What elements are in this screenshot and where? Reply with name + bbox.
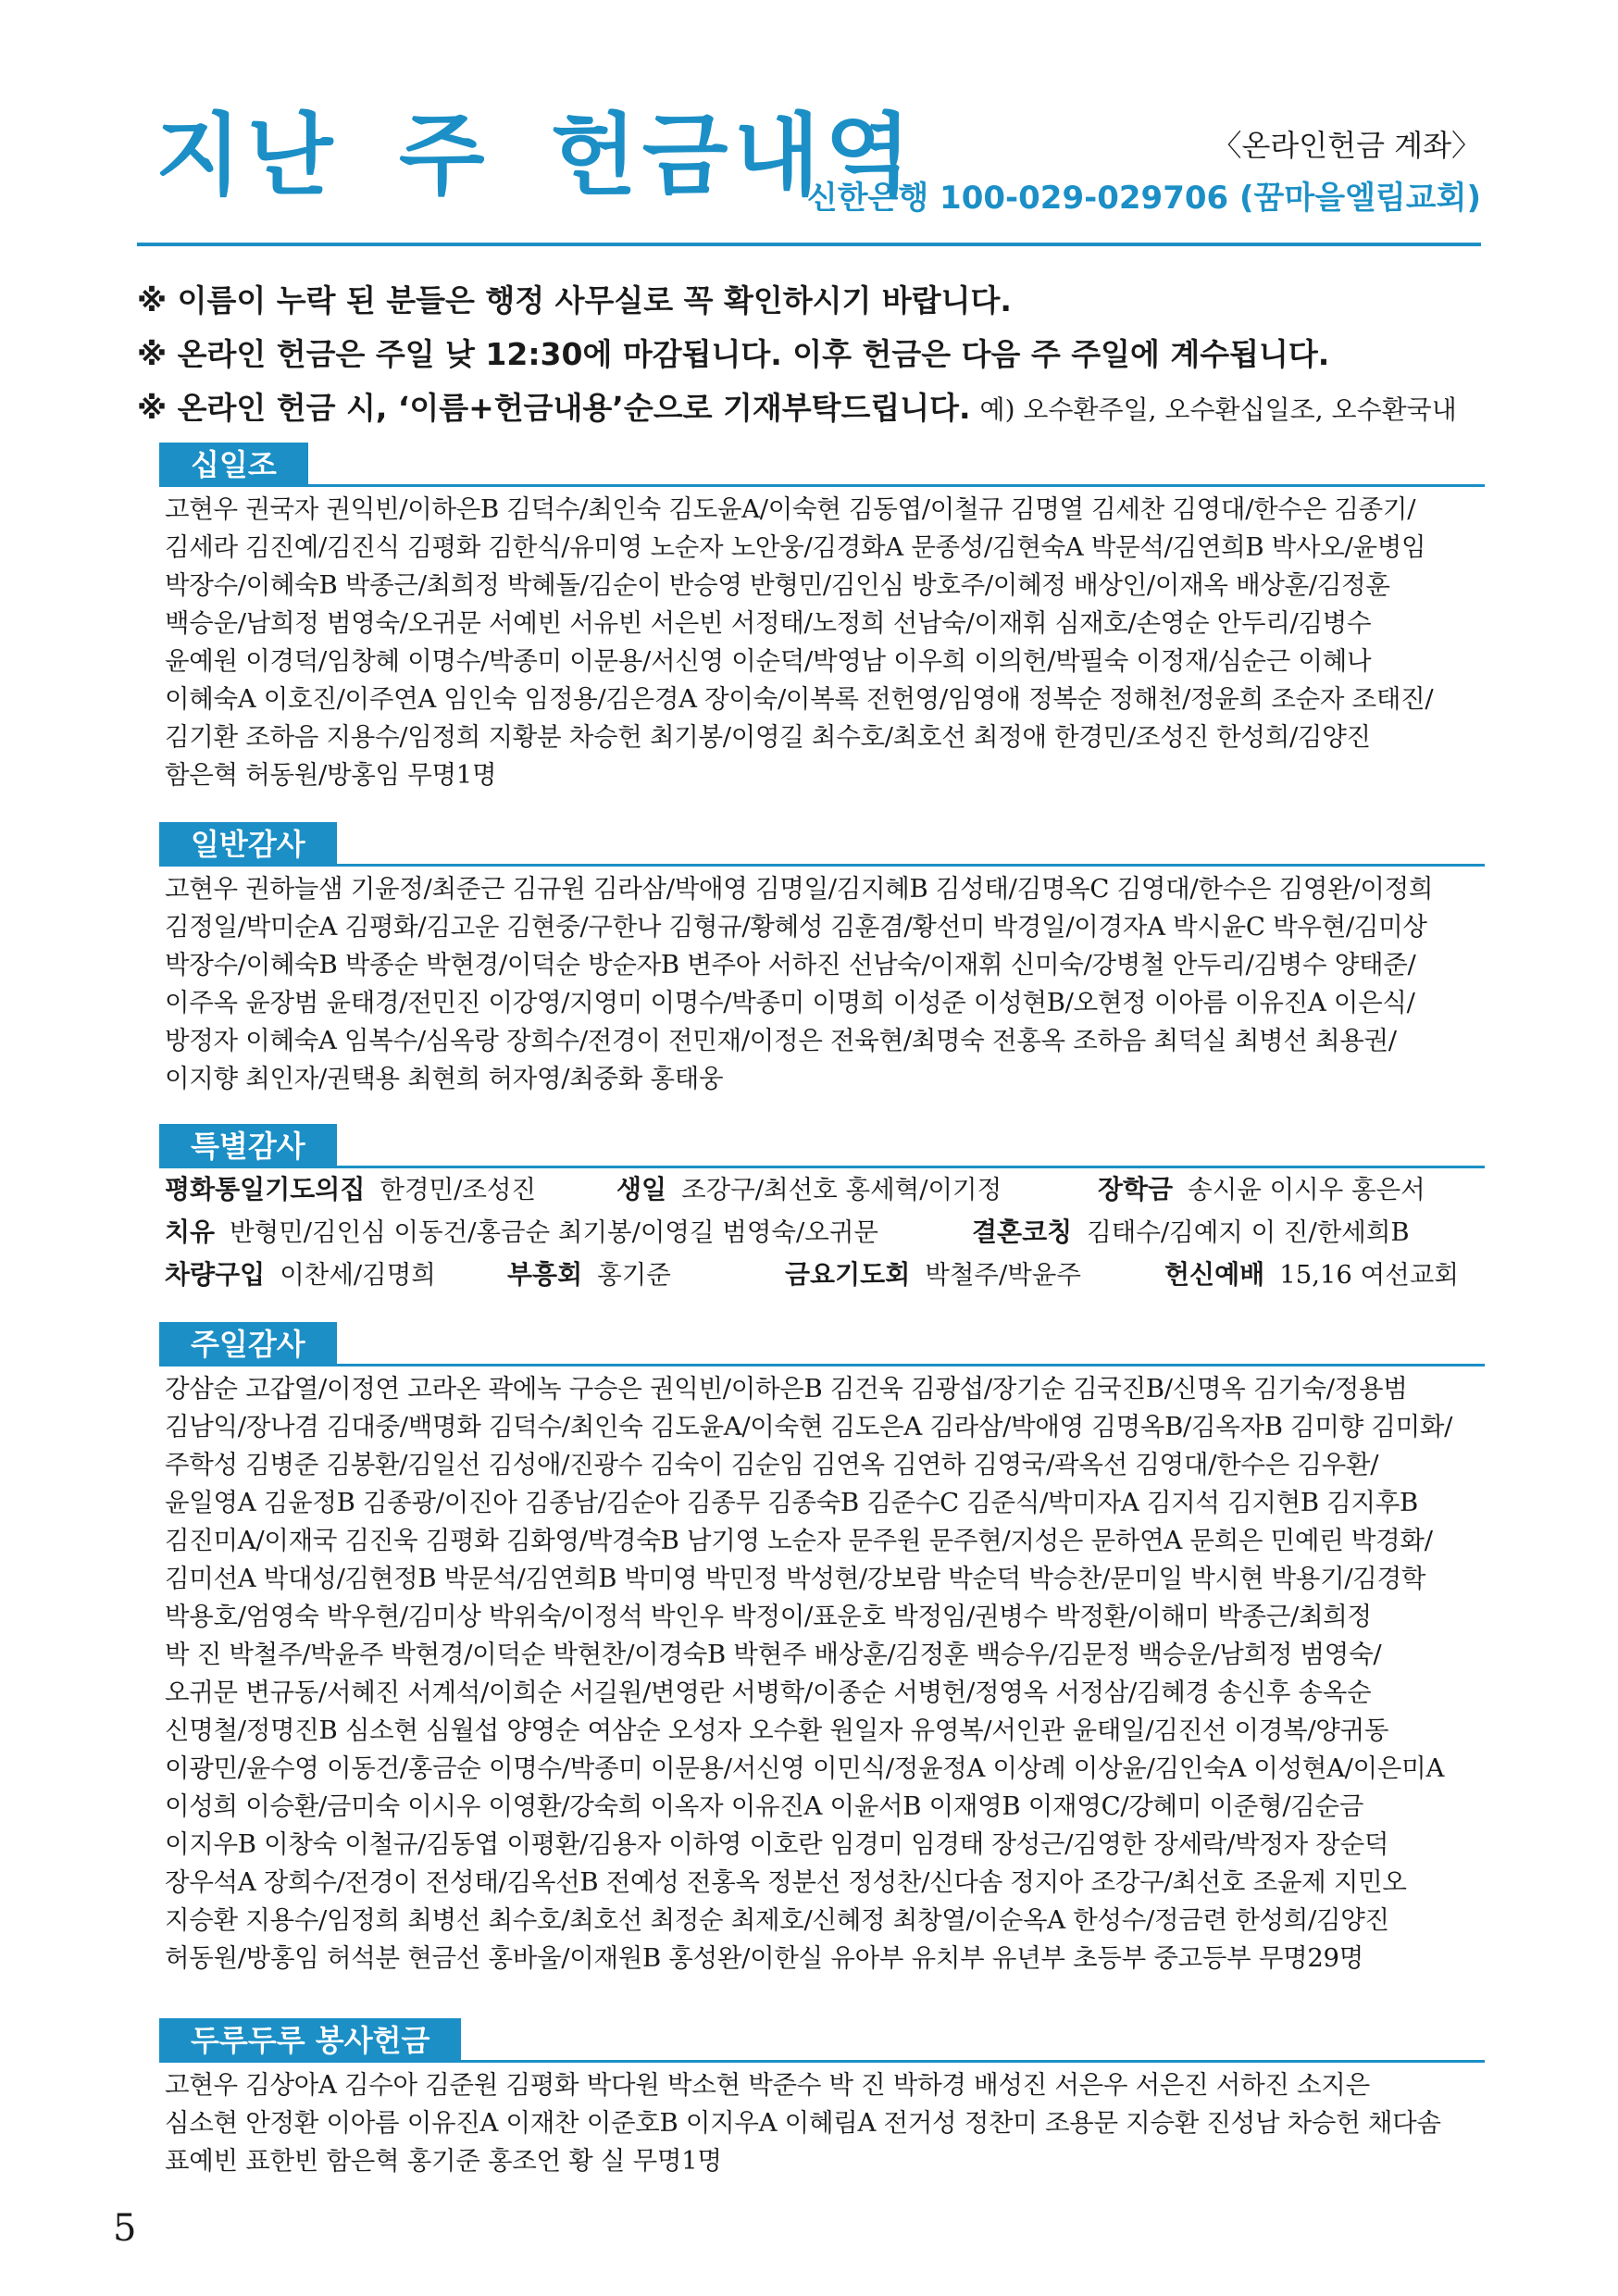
special-label: 장학금 <box>1098 1174 1174 1204</box>
section-header <box>159 1322 1485 1366</box>
special-label: 치유 <box>165 1217 216 1247</box>
section-tithe <box>159 443 1485 794</box>
special-entry <box>507 1254 785 1296</box>
special-entry <box>1164 1254 1459 1296</box>
special-names: 한경민/조성진 <box>380 1175 537 1204</box>
donor-line: 박장수/이혜숙B 박종순 박현경/이덕순 방순자B 변주아 서하진 선남숙/이재휘 신미숙/강병철 안두리/김병수 양태준/ <box>165 950 1416 980</box>
special-row <box>159 1254 1485 1296</box>
section-special-thanks <box>159 1124 1485 1296</box>
special-label: 헌신예배 <box>1164 1259 1265 1290</box>
special-names: 김태수/김예지 이 진/한세희B <box>1087 1217 1410 1247</box>
donor-line: 장우석A 장희수/전경이 전성태/김옥선B 전예성 전홍옥 정분선 정성찬/신다솜 정지아 조강구/최선호 조윤제 지민오 <box>165 1867 1407 1897</box>
notice-item <box>137 381 1488 437</box>
special-label: 차량구입 <box>165 1259 266 1290</box>
donor-line: 신명철/정명진B 심소현 심월섭 양영순 여삼순 오성자 오수환 원일자 유영복/서인관 윤태일/김진선 이경복/양귀동 <box>165 1716 1389 1745</box>
special-names: 홍기준 <box>597 1260 671 1290</box>
donor-line: 함은혁 허동원/방홍임 무명1명 <box>165 760 497 790</box>
section-title: 주일감사 <box>159 1322 337 1366</box>
special-entry <box>165 1168 616 1211</box>
donor-line: 강삼순 고갑열/이정연 고라온 곽에녹 구승은 권익빈/이하은B 김건욱 김광섭/장기순 김국진B/신명옥 김기숙/정용범 <box>165 1374 1408 1404</box>
title-divider <box>137 243 1481 246</box>
donor-line: 박용호/엄영숙 박우현/김미상 박위숙/이정석 박인우 박정이/표운호 박정임/권병수 박정환/이해미 박종근/최희정 <box>165 1602 1372 1631</box>
section-title: 두루두루 봉사헌금 <box>159 2018 461 2063</box>
section-divider <box>159 2060 1485 2063</box>
section-title: 특별감사 <box>159 1124 337 1168</box>
section-header <box>159 443 1485 487</box>
donor-line: 이광민/윤수영 이동건/홍금순 이명수/박종미 이문용/서신영 이민식/정윤정A 이상례 이상윤/김인숙A 이성현A/이은미A <box>165 1753 1445 1783</box>
donor-line: 표예빈 표한빈 함은혁 홍기준 홍조언 황 실 무명1명 <box>165 2146 722 2176</box>
donor-line: 윤예원 이경덕/임창혜 이명수/박종미 이문용/서신영 이순덕/박영남 이우희 이의헌/박필숙 이정재/심순근 이혜나 <box>165 646 1372 676</box>
page-title: 지난 주 헌금내역 <box>156 104 916 207</box>
donor-line: 윤일영A 김윤정B 김종광/이진아 김종남/김순아 김종무 김종숙B 김준수C 김준식/박미자A 김지석 김지현B 김지후B <box>165 1488 1418 1517</box>
notice-text: ※ 이름이 누락 된 분들은 행정 사무실로 꼭 확인하시기 바랍니다. <box>137 282 1012 318</box>
donor-line: 주학성 김병준 김봉환/김일선 김성애/진광수 김숙이 김순임 김연옥 김연하 김영국/곽옥선 김영대/한수은 김우환/ <box>165 1450 1379 1479</box>
special-label: 금요기도회 <box>785 1259 911 1290</box>
donor-line: 김정일/박미순A 김평화/김고운 김현중/구한나 김형규/황혜성 김훈겸/황선미 박경일/이경자A 박시윤C 박우현/김미상 <box>165 912 1427 942</box>
special-row <box>159 1211 1485 1254</box>
special-label: 부흥회 <box>507 1259 583 1290</box>
special-label: 평화통일기도의집 <box>165 1174 366 1204</box>
section-title: 십일조 <box>159 443 308 487</box>
donor-line: 고현우 권하늘샘 기윤정/최준근 김규원 김라삼/박애영 김명일/김지혜B 김성태/김명옥C 김영대/한수은 김영완/이정희 <box>165 874 1434 904</box>
donor-line: 이성희 이승환/금미숙 이시우 이영환/강숙희 이옥자 이유진A 이윤서B 이재영B 이재영C/강혜미 이준형/김순금 <box>165 1791 1364 1821</box>
section-title: 일반감사 <box>159 822 337 867</box>
donor-line: 이주옥 윤장범 윤태경/전민진 이강영/지영미 이명수/박종미 이명희 이성준 이성현B/오현정 이아름 이유진A 이은식/ <box>165 988 1415 1017</box>
donor-list <box>159 867 1485 1098</box>
section-header <box>159 2018 1485 2063</box>
notice-item <box>137 274 1488 328</box>
special-entry <box>972 1211 1410 1254</box>
donor-line: 이지우B 이창숙 이철규/김동엽 이평환/김용자 이하영 이호란 임경미 임경태 장성근/김영한 장세락/박정자 장순덕 <box>165 1829 1389 1859</box>
donor-line: 김미선A 박대성/김현정B 박문석/김연희B 박미영 박민정 박성현/강보람 박순덕 박승찬/문미일 박시현 박용기/김경학 <box>165 1564 1426 1593</box>
notice-text: ※ 온라인 헌금은 주일 낮 12:30에 마감됩니다. 이후 헌금은 다음 주 주일에 계수됩니다. <box>137 336 1330 372</box>
section-sunday-thanks <box>159 1322 1485 1978</box>
donor-line: 심소현 안정환 이아름 이유진A 이재찬 이준호B 이지우A 이혜림A 전거성 정찬미 조용문 지승환 진성남 차승헌 채다솜 <box>165 2108 1441 2138</box>
special-entry <box>616 1168 1098 1211</box>
donor-line: 김남익/장나겸 김대중/백명화 김덕수/최인숙 김도윤A/이숙현 김도은A 김라삼/박애영 김명옥B/김옥자B 김미향 김미화/ <box>165 1412 1453 1441</box>
notice-text: ※ 온라인 헌금 시, ‘이름+헌금내용’순으로 기재부탁드립니다. <box>137 390 971 426</box>
special-names: 반형민/김인심 이동건/홍금순 최기봉/이영길 범영숙/오귀문 <box>230 1217 878 1247</box>
donor-line: 고현우 권국자 권익빈/이하은B 김덕수/최인숙 김도윤A/이숙현 김동엽/이철규 김명열 김세찬 김영대/한수은 김종기/ <box>165 494 1416 524</box>
donor-line: 이혜숙A 이호진/이주연A 임인숙 임정용/김은경A 장이숙/이복록 전헌영/임영애 정복순 정해천/정윤희 조순자 조태진/ <box>165 684 1434 714</box>
section-header <box>159 822 1485 867</box>
section-volunteer-offering <box>159 2018 1485 2180</box>
online-account-label: 〈온라인헌금 계좌〉 <box>1212 128 1481 163</box>
special-names: 조강구/최선호 홍세혁/이기정 <box>681 1175 1002 1204</box>
donor-line: 박장수/이혜숙B 박종근/최희정 박혜돌/김순이 반승영 반형민/김인심 방호주/이혜정 배상인/이재옥 배상훈/김정훈 <box>165 570 1390 600</box>
special-names: 15,16 여선교회 <box>1279 1260 1459 1290</box>
donor-line: 김진미A/이재국 김진욱 김평화 김화영/박경숙B 남기영 노순자 문주원 문주현/지성은 문하연A 문희은 민예린 박경화/ <box>165 1526 1433 1555</box>
donor-line: 백승운/남희정 범영숙/오귀문 서예빈 서유빈 서은빈 서정태/노정희 선남숙/이재휘 심재호/손영순 안두리/김병수 <box>165 608 1372 638</box>
notice-item <box>137 328 1488 381</box>
special-names: 박철주/박윤주 <box>925 1260 1081 1290</box>
special-entry <box>1098 1168 1425 1211</box>
bank-account-number: 신한은행 100-029-029706 (꿈마을엘림교회) <box>806 180 1481 217</box>
special-label: 결혼코칭 <box>972 1217 1073 1247</box>
section-divider <box>159 1166 1485 1168</box>
donor-line: 박 진 박철주/박윤주 박현경/이덕순 박현찬/이경숙B 박현주 배상훈/김정훈 백승우/김문정 백승운/남희정 범영숙/ <box>165 1640 1382 1669</box>
section-divider <box>159 484 1485 487</box>
special-entry <box>165 1254 507 1296</box>
donor-list <box>159 1366 1485 1978</box>
donor-line: 방정자 이혜숙A 임복수/심옥랑 장희수/전경이 전민재/이정은 전육현/최명숙 전홍옥 조하음 최덕실 최병선 최용권/ <box>165 1026 1397 1055</box>
special-names: 이찬세/김명희 <box>280 1260 436 1290</box>
donor-line: 지승환 지용수/임정희 최병선 최수호/최호선 최정순 최제호/신혜정 최창열/이순옥A 한성수/정금련 한성희/김양진 <box>165 1905 1389 1935</box>
special-entry <box>785 1254 1164 1296</box>
donor-line: 김기환 조하음 지용수/임정희 지황분 차승헌 최기봉/이영길 최수호/최호선 최정애 한경민/조성진 한성희/김양진 <box>165 722 1371 752</box>
donor-line: 이지향 최인자/권택용 최현희 허자영/최중화 홍태웅 <box>165 1064 724 1093</box>
donor-line: 허동원/방홍임 허석분 현금선 홍바울/이재원B 홍성완/이한실 유아부 유치부 유년부 초등부 중고등부 무명29명 <box>165 1943 1364 1973</box>
section-general-thanks <box>159 822 1485 1098</box>
donor-line: 오귀문 변규동/서혜진 서계석/이희순 서길원/변영란 서병학/이종순 서병헌/정영옥 서정삼/김혜경 송신후 송옥순 <box>165 1678 1372 1707</box>
special-entry <box>165 1211 972 1254</box>
section-header <box>159 1124 1485 1168</box>
special-names: 송시윤 이시우 홍은서 <box>1188 1175 1425 1204</box>
donor-line: 고현우 김상아A 김수아 김준원 김평화 박다원 박소현 박준수 박 진 박하경 배성진 서은우 서은진 서하진 소지은 <box>165 2070 1370 2100</box>
special-row <box>159 1168 1485 1211</box>
section-divider <box>159 864 1485 867</box>
page-number: 5 <box>113 2207 137 2250</box>
special-label: 생일 <box>616 1174 667 1204</box>
donor-list <box>159 2063 1485 2180</box>
notice-example: 예) 오수환주일, 오수환십일조, 오수환국내 <box>979 394 1457 425</box>
notice-list <box>137 274 1488 437</box>
donor-list <box>159 487 1485 794</box>
section-divider <box>159 1364 1485 1366</box>
donor-line: 김세라 김진예/김진식 김평화 김한식/유미영 노순자 노안웅/김경화A 문종성/김현숙A 박문석/김연희B 박사오/윤병임 <box>165 532 1426 562</box>
